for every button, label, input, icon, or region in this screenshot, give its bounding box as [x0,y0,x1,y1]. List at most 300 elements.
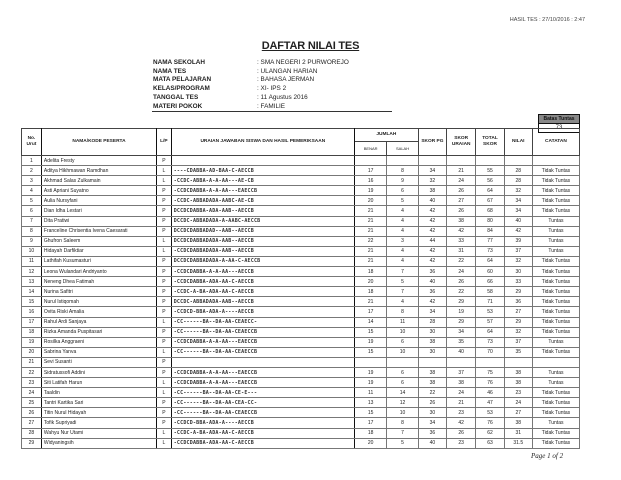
gender: L [157,166,172,176]
gender: L [157,438,172,448]
row-number: 13 [22,277,42,287]
answer-string: -CCDC-A-BA-ADA-AA-C-AECCB [171,428,354,438]
grade: 27 [504,307,532,317]
divider [152,111,392,112]
answer-string: -CCDCDABBA-A-A-AA---EAECCB [171,367,354,377]
col-header-skor-uraian: SKOR URAIAN [447,129,476,156]
score-mc: 30 [418,347,446,357]
answer-string: -CC------BA--DA-AA-CEAECCB [171,347,354,357]
student-name: Dian Idha Lestari [41,206,156,216]
score-essay: 19 [447,307,476,317]
gender: L [157,428,172,438]
score-mc: 40 [418,277,446,287]
grade: 35 [504,347,532,357]
col-header-skor-pg: SKOR PG [418,129,446,156]
gender: P [157,256,172,266]
wrong-count: 10 [387,408,418,418]
correct-count: 22 [354,236,386,246]
info-label: KELAS/PROGRAM [153,85,210,93]
correct-count: 17 [354,166,386,176]
info-row [153,85,349,94]
gender: P [157,357,172,367]
info-row [153,94,349,103]
correct-count: 17 [354,307,386,317]
gender: P [157,337,172,347]
row-number: 18 [22,327,42,337]
grade: 42 [504,226,532,236]
note: Tidak Tuntas [532,297,579,307]
info-value: : 11 Agustus 2016 [257,93,308,101]
correct-count: 20 [354,277,386,287]
wrong-count: 14 [387,388,418,398]
table-row [22,256,580,266]
student-name: Aulia Nursyfani [41,196,156,206]
note: Tidak Tuntas [532,206,579,216]
row-number: 12 [22,267,42,277]
note: Tuntas [532,216,579,226]
student-name: Tofik Supriyadi [41,418,156,428]
col-header-catatan: CATATAN [532,129,579,156]
note: Tuntas [532,246,579,256]
score-mc: 32 [418,176,446,186]
gender: P [157,307,172,317]
print-timestamp: HASIL TES : 27/10/2016 : 2:47 [509,17,585,23]
col-header-jumlah: JUMLAH [354,129,418,142]
table-row [22,226,580,236]
wrong-count: 7 [387,267,418,277]
wrong-count: 4 [387,246,418,256]
answer-string: -CC------BA--DA-AA-CE-E--- [171,388,354,398]
page-number: Page 1 of 2 [531,452,564,460]
wrong-count: 11 [387,317,418,327]
student-name: Rosilka Anggraeni [41,337,156,347]
gender: L [157,378,172,388]
wrong-count: 5 [387,196,418,206]
score-mc [418,156,446,166]
student-name: Taaldin [41,388,156,398]
table-row [22,317,580,327]
score-mc: 42 [418,246,446,256]
score-mc: 38 [418,367,446,377]
row-number: 5 [22,196,42,206]
grade: 30 [504,267,532,277]
correct-count: 21 [354,226,386,236]
answer-string: -CCDCDABBADADA-AAB--AECCB [171,246,354,256]
student-name: Wahyu Nur Utami [41,428,156,438]
row-number: 16 [22,307,42,317]
score-essay: 23 [447,408,476,418]
correct-count: 20 [354,438,386,448]
gender: P [157,408,172,418]
info-label: NAMA TES [153,67,187,75]
student-name: Ghufron Saleem [41,236,156,246]
total-score [476,357,504,367]
student-name: Sevi Susanti [41,357,156,367]
row-number: 4 [22,186,42,196]
correct-count: 19 [354,186,386,196]
table-row [22,388,580,398]
student-name: Hidayah Darfiktiar [41,246,156,256]
answer-string: -CCDCDABBA-ADA-AA-C-AECCB [171,277,354,287]
score-essay: 29 [447,317,476,327]
grade [504,156,532,166]
answer-string: -CC------BA--DA-AA-CEAECCB [171,327,354,337]
row-number: 23 [22,378,42,388]
score-mc: 40 [418,196,446,206]
note: Tidak Tuntas [532,277,579,287]
grade: 31 [504,428,532,438]
wrong-count: 5 [387,438,418,448]
wrong-count [387,357,418,367]
answer-string: DCCDCDABBADADA-AAB--AECCB [171,236,354,246]
note: Tidak Tuntas [532,317,579,327]
table-row [22,378,580,388]
table-row [22,166,580,176]
correct-count: 15 [354,408,386,418]
total-score: 77 [476,236,504,246]
wrong-count [387,156,418,166]
answer-string: -CC------BA--DA-AA-CEAECC- [171,317,354,327]
table-row [22,428,580,438]
row-number: 6 [22,206,42,216]
info-value: : FAMILIE [257,102,286,110]
answer-string: -CC------BA--DA-AA-CEA-CC- [171,398,354,408]
score-essay: 26 [447,428,476,438]
gender: P [157,367,172,377]
student-name: Franceline Chrisentia Ivena Caesarati [41,226,156,236]
row-number: 24 [22,388,42,398]
passing-threshold-label: Batas Tuntas [538,114,580,124]
wrong-count: 7 [387,428,418,438]
score-essay: 26 [447,186,476,196]
grade: 38 [504,378,532,388]
row-number: 9 [22,236,42,246]
total-score: 67 [476,196,504,206]
correct-count: 19 [354,378,386,388]
gender: P [157,398,172,408]
student-name: Rizka Amanda Puspitasari [41,327,156,337]
score-essay: 34 [447,327,476,337]
table-row [22,367,580,377]
correct-count: 18 [354,287,386,297]
table-row [22,327,580,337]
row-number: 7 [22,216,42,226]
col-header-name: NAMA/KODE PESERTA [41,129,156,156]
total-score: 76 [476,378,504,388]
note: Tuntas [532,226,579,236]
answer-string: -CCDC-ABBADADA-AABC-AE-CB [171,196,354,206]
grade: 37 [504,337,532,347]
gender: P [157,156,172,166]
gender: P [157,186,172,196]
gender: L [157,236,172,246]
row-number: 21 [22,357,42,367]
answer-string: DCCDCDABBADAD--AAB--AECCB [171,226,354,236]
grade: 32 [504,327,532,337]
wrong-count: 4 [387,256,418,266]
score-essay: 26 [447,206,476,216]
correct-count [354,156,386,166]
table-row [22,236,580,246]
table-row [22,156,580,166]
answer-string: -CCDCDABBA-A-A-AA---EAECCB [171,186,354,196]
table-row [22,246,580,256]
total-score: 63 [476,438,504,448]
table-row [22,418,580,428]
score-mc: 38 [418,378,446,388]
total-score: 80 [476,216,504,226]
row-number: 25 [22,398,42,408]
student-name: Dita Pratiwi [41,216,156,226]
table-row [22,408,580,418]
score-mc: 36 [418,267,446,277]
info-value: : SMA NEGERI 2 PURWOREJO [257,59,349,66]
grade: 36 [504,297,532,307]
note: Tidak Tuntas [532,307,579,317]
passing-threshold-value: 73 [538,124,580,133]
wrong-count: 9 [387,176,418,186]
student-name: Adelita Fresty [41,156,156,166]
info-value: : XI- IPS 2 [257,85,287,93]
col-header-salah: SALAH [387,142,418,156]
total-score: 68 [476,206,504,216]
total-score: 75 [476,367,504,377]
note: Tuntas [532,367,579,377]
score-essay: 35 [447,337,476,347]
student-name: Rahul Ardi Sanjaya [41,317,156,327]
note [532,357,579,367]
info-label: MATA PELAJARAN [153,76,212,84]
wrong-count: 10 [387,327,418,337]
answer-string: -CCDCDABBA-ADA-AA-C-AECCB [171,438,354,448]
correct-count: 21 [354,246,386,256]
answer-string: DCCDC-ABBADADA-A-AABC-AECCB [171,216,354,226]
gender: P [157,297,172,307]
score-essay: 33 [447,236,476,246]
col-header-no: No. Urut [22,129,42,156]
gender: P [157,216,172,226]
answer-string [171,156,354,166]
correct-count: 18 [354,267,386,277]
row-number: 27 [22,418,42,428]
table-row [22,206,580,216]
row-number: 15 [22,297,42,307]
table-row [22,347,580,357]
score-mc: 36 [418,287,446,297]
total-score: 64 [476,327,504,337]
total-score: 58 [476,287,504,297]
answer-string: -CCDC-ABBA-A-A-AA---AE-CB [171,176,354,186]
correct-count: 16 [354,176,386,186]
score-mc: 36 [418,428,446,438]
note: Tidak Tuntas [532,256,579,266]
score-essay [447,357,476,367]
row-number: 1 [22,156,42,166]
note: Tidak Tuntas [532,196,579,206]
wrong-count: 8 [387,418,418,428]
total-score: 71 [476,297,504,307]
wrong-count: 8 [387,307,418,317]
gender: P [157,196,172,206]
wrong-count: 6 [387,367,418,377]
row-number: 2 [22,166,42,176]
total-score: 84 [476,226,504,236]
answer-string: -CCDCDABBA-A-A-AA---EAECCB [171,337,354,347]
correct-count: 20 [354,196,386,206]
score-essay: 24 [447,388,476,398]
total-score: 53 [476,408,504,418]
correct-count: 21 [354,256,386,266]
grade [504,357,532,367]
grade: 32 [504,186,532,196]
correct-count: 19 [354,337,386,347]
note: Tidak Tuntas [532,267,579,277]
correct-count: 21 [354,216,386,226]
table-row [22,357,580,367]
score-mc: 22 [418,388,446,398]
grade: 23 [504,388,532,398]
student-name: Sabrina Yanva [41,347,156,357]
note: Tidak Tuntas [532,428,579,438]
wrong-count: 10 [387,347,418,357]
wrong-count: 4 [387,216,418,226]
score-essay [447,156,476,166]
grade: 37 [504,246,532,256]
score-mc: 42 [418,256,446,266]
score-mc: 42 [418,297,446,307]
score-essay: 38 [447,216,476,226]
student-name: Titin Nurul Hidayah [41,408,156,418]
info-row [153,68,349,77]
total-score: 73 [476,246,504,256]
grade: 38 [504,367,532,377]
row-number: 14 [22,287,42,297]
table-row [22,186,580,196]
total-score: 64 [476,186,504,196]
table-row [22,438,580,448]
total-score: 62 [476,428,504,438]
note: Tidak Tuntas [532,186,579,196]
answer-string: -CCDC-A-BA-ADA-AA-C-AECCB [171,287,354,297]
note: Tidak Tuntas [532,287,579,297]
score-essay: 42 [447,418,476,428]
answer-string: DCCDCDABBADADA-A-AA-C-AECCB [171,256,354,266]
score-essay: 27 [447,196,476,206]
gender: L [157,347,172,357]
score-mc: 40 [418,438,446,448]
test-info [153,59,349,111]
note [532,156,579,166]
grade: 33 [504,277,532,287]
note: Tidak Tuntas [532,347,579,357]
correct-count: 21 [354,297,386,307]
row-number: 17 [22,317,42,327]
total-score: 53 [476,307,504,317]
row-number: 19 [22,337,42,347]
student-name: Lathifah Kusumasturi [41,256,156,266]
total-score: 73 [476,337,504,347]
gender: P [157,277,172,287]
wrong-count: 3 [387,236,418,246]
score-mc: 42 [418,206,446,216]
row-number: 22 [22,367,42,377]
student-name: Neneng Dhea Fatimah [41,277,156,287]
correct-count: 17 [354,418,386,428]
score-essay: 23 [447,438,476,448]
note: Tidak Tuntas [532,166,579,176]
score-mc: 30 [418,327,446,337]
wrong-count: 5 [387,277,418,287]
correct-count: 14 [354,317,386,327]
table-row [22,277,580,287]
col-header-nilai: NILAI [504,129,532,156]
correct-count: 15 [354,347,386,357]
score-mc: 28 [418,317,446,327]
table-row [22,337,580,347]
score-essay: 38 [447,378,476,388]
total-score: 47 [476,398,504,408]
col-header-gender: L/P [157,129,172,156]
student-name: Asti Apriani Suyatno [41,186,156,196]
col-header-answers: URAIAN JAWABAN SISWA DAN HASIL PEMERIKSAAN [171,129,354,156]
info-row [153,103,349,112]
score-mc: 42 [418,216,446,226]
score-essay: 29 [447,297,476,307]
grade: 28 [504,176,532,186]
gender: P [157,418,172,428]
total-score: 57 [476,317,504,327]
gender: P [157,287,172,297]
info-label: TANGGAL TES [153,93,199,101]
gender: P [157,327,172,337]
score-essay: 24 [447,267,476,277]
row-number: 20 [22,347,42,357]
total-score: 56 [476,176,504,186]
table-row [22,398,580,408]
table-row [22,196,580,206]
wrong-count: 4 [387,206,418,216]
score-mc [418,357,446,367]
answer-string: DCCDC-ABBADADA-AAB--AECCB [171,297,354,307]
wrong-count: 4 [387,297,418,307]
info-label: NAMA SEKOLAH [153,59,205,66]
correct-count: 13 [354,398,386,408]
wrong-count: 6 [387,378,418,388]
score-mc: 34 [418,166,446,176]
score-essay: 21 [447,166,476,176]
col-header-benar: BENAR [354,142,386,156]
row-number: 29 [22,438,42,448]
wrong-count: 4 [387,226,418,236]
answer-string: -CCDCDABBA-A-A-AA---EAECCB [171,378,354,388]
row-number: 8 [22,226,42,236]
correct-count [354,357,386,367]
note: Tidak Tuntas [532,408,579,418]
score-mc: 42 [418,226,446,236]
note: Tidak Tuntas [532,176,579,186]
total-score: 55 [476,166,504,176]
document-title: DAFTAR NILAI TES [261,40,360,52]
row-number: 10 [22,246,42,256]
total-score [476,156,504,166]
row-number: 26 [22,408,42,418]
grade: 34 [504,206,532,216]
wrong-count: 6 [387,337,418,347]
grade: 32 [504,256,532,266]
table-row [22,287,580,297]
grade: 39 [504,236,532,246]
total-score: 64 [476,256,504,266]
